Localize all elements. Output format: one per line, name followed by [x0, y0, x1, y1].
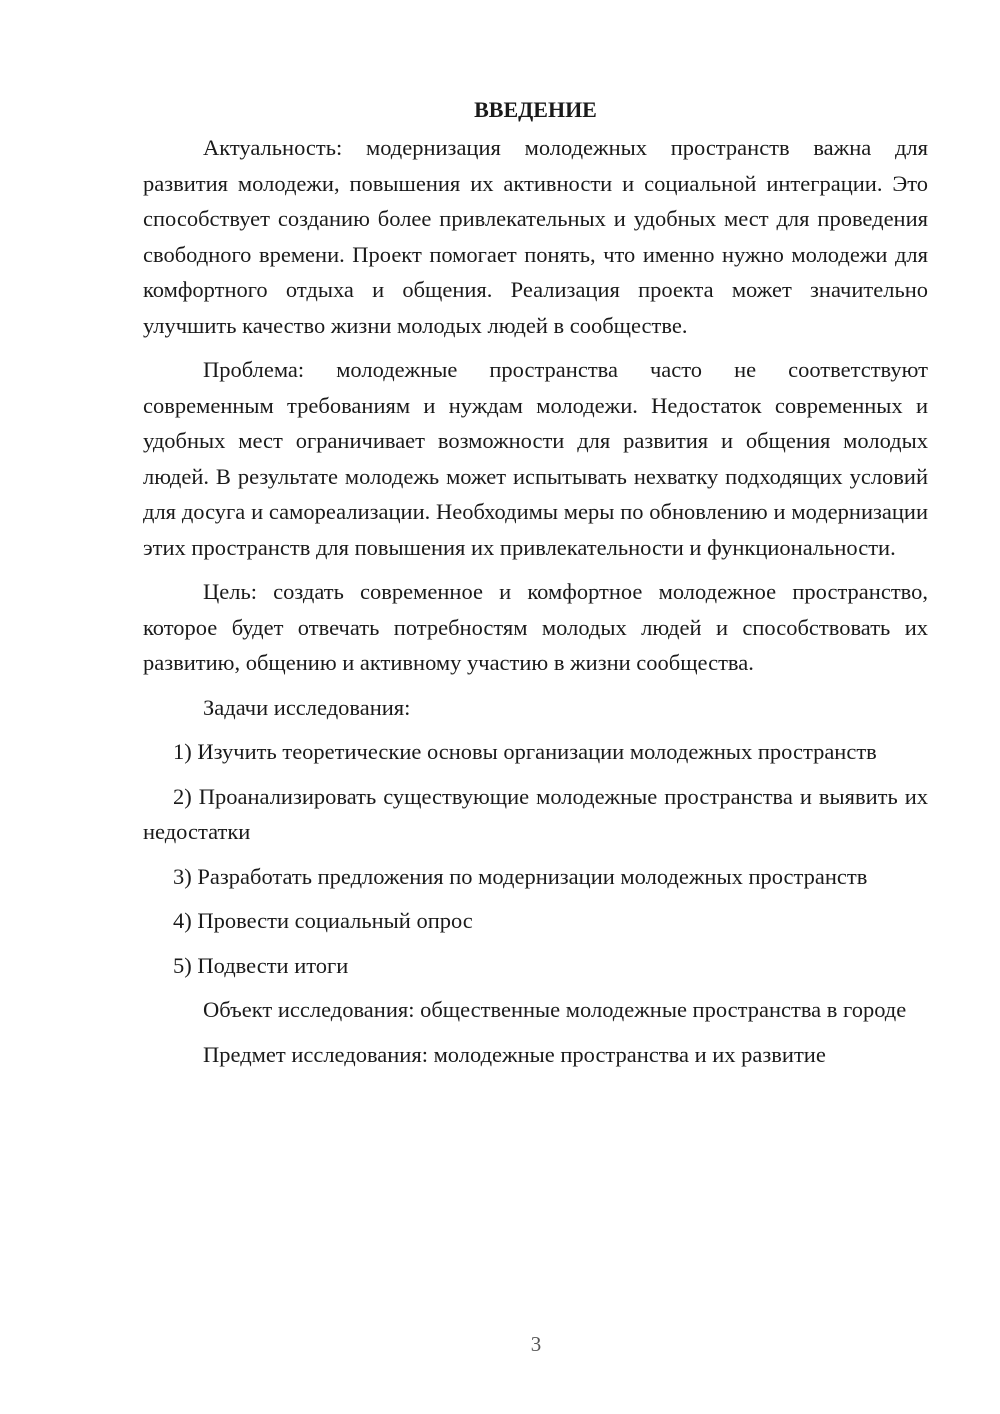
research-object: Объект исследования: общественные молодежные пространства в городе: [203, 997, 907, 1022]
paragraph-relevance: Актуальность: модернизация молодежных пространств важна для развития молодежи, повышения их активности и социальной интеграции. Это способствует созданию более привлекательных и удобных мест для проведения свободного времени. Проект помогает понять, что именно нужно молодежи для комфортного отдыха и общения. Реализация проекта может значительно улучшить качество жизни молодых людей в сообществе.: [143, 135, 928, 338]
page-content: [143, 92, 928, 1081]
task-item: 3) Разработать предложения по модернизации молодежных пространств: [173, 863, 868, 889]
paragraph-goal: Цель: создать современное и комфортное молодежное пространство, которое будет отвечать потребностям молодых людей и способствовать их развитию, общению и активному участию в жизни сообщества.: [143, 579, 928, 675]
section-title: ВВЕДЕНИЕ: [474, 97, 597, 122]
task-item: 2) Проанализировать существующие молодежные пространства и выявить их недостатки: [143, 783, 928, 844]
task-item: 1) Изучить теоретические основы организации молодежных пространств: [173, 739, 877, 764]
tasks-heading: Задачи исследования:: [203, 694, 411, 720]
paragraph-problem: Проблема: молодежные пространства часто не соответствуют современным требованиям и нуждам молодежи. Недостаток современных и удобных мест ограничивает возможности для развития и общения молодых людей. В результате молодежь может испытывать нехватку подходящих условий для досуга и самореализации. Необходимы меры по обновлению и модернизации этих пространств для повышения их привлекательности и функциональности.: [143, 357, 928, 560]
page-number: 3: [530, 1332, 542, 1356]
task-item: 4) Провести социальный опрос: [173, 908, 473, 933]
research-subject: Предмет исследования: молодежные пространства и их развитие: [203, 1041, 826, 1067]
task-item: 5) Подвести итоги: [173, 952, 349, 978]
